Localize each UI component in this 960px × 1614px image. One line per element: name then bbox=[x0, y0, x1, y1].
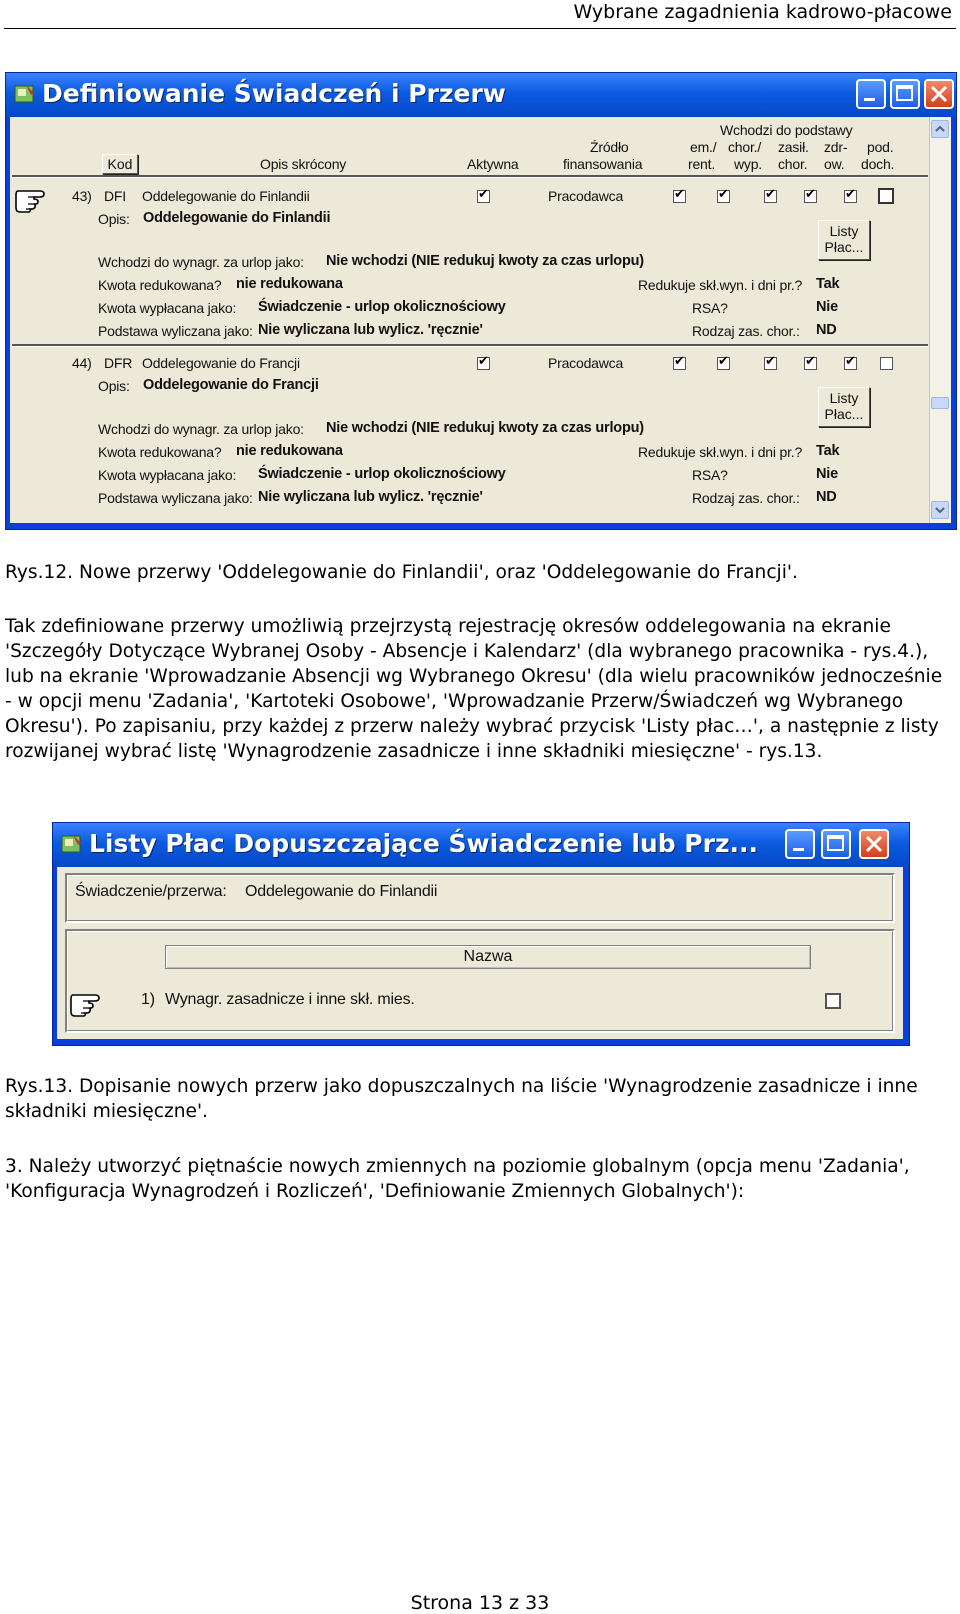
scroll-up-button[interactable] bbox=[931, 120, 949, 138]
maximize-icon bbox=[823, 831, 849, 857]
definiowanie-window bbox=[5, 72, 957, 530]
col-header-zdrow-1: zdr- bbox=[824, 139, 848, 155]
col-header-chorwyp-2: wyp. bbox=[734, 156, 762, 172]
col-header-zrodlo-2: finansowania bbox=[563, 156, 643, 172]
minimize-button[interactable] bbox=[856, 79, 886, 109]
maximize-icon bbox=[892, 81, 918, 107]
minimize-icon bbox=[787, 831, 813, 857]
header-title: Wybrane zagadnienia kadrowo-płacowe bbox=[573, 1, 952, 23]
window-client bbox=[10, 117, 950, 523]
redukuje-label: Redukuje skł.wyn. i dni pr.? bbox=[638, 277, 803, 293]
aktywna-checkbox[interactable] bbox=[477, 190, 490, 203]
flag-emrent-checkbox[interactable] bbox=[673, 190, 686, 203]
kwota-wyp-label: Kwota wypłacana jako: bbox=[98, 467, 237, 483]
kwota-red-label: Kwota redukowana? bbox=[98, 444, 222, 460]
col-header-zdrow-2: ow. bbox=[824, 156, 845, 172]
vertical-scrollbar[interactable] bbox=[929, 117, 951, 523]
record-zrodlo[interactable]: Pracodawca bbox=[548, 188, 624, 204]
kod-header-button[interactable]: Kod bbox=[102, 154, 138, 174]
flag-pod-checkbox[interactable] bbox=[844, 190, 857, 203]
wchodzi-urlop-value[interactable]: Nie wchodzi (NIE redukuj kwoty za czas urlopu) bbox=[326, 253, 644, 269]
flag-zdrow-checkbox[interactable] bbox=[804, 190, 817, 203]
kwota-red-label: Kwota redukowana? bbox=[98, 277, 222, 293]
figure-13-caption: Rys.13. Dopisanie nowych przerw jako dopuszczalnych na liście 'Wynagrodzenie zasadnicze i inne składniki miesięczne'. bbox=[5, 1076, 918, 1122]
app-icon bbox=[61, 833, 83, 855]
minimize-icon bbox=[858, 81, 884, 107]
col-header-chorwyp-1: chor./ bbox=[728, 139, 762, 155]
rsa-value[interactable]: Nie bbox=[816, 466, 838, 482]
paragraph-zmienne: 3. Należy utworzyć piętnaście nowych zmiennych na poziomie globalnym (opcja menu 'Zadania', 'Konfiguracja Wynagrodzeń i Rozliczeń', 'Definiowanie Zmiennych Globalnych'): bbox=[5, 1156, 910, 1202]
col-header-pod-2: doch. bbox=[861, 156, 895, 172]
listy-plac-window bbox=[52, 822, 910, 1046]
col-header-wchodzi: Wchodzi do podstawy bbox=[720, 122, 853, 138]
rodzaj-value[interactable]: ND bbox=[816, 489, 837, 505]
listy-plac-button[interactable] bbox=[818, 220, 870, 260]
window-client bbox=[57, 867, 903, 1039]
pointing-hand-icon bbox=[14, 181, 54, 213]
app-icon bbox=[14, 83, 36, 105]
kwota-red-value[interactable]: nie redukowana bbox=[236, 443, 343, 459]
flag-chorwyp-checkbox[interactable] bbox=[717, 357, 730, 370]
swiadczenie-groupbox bbox=[65, 873, 895, 923]
aktywna-checkbox[interactable] bbox=[477, 357, 490, 370]
flag-zdrow-checkbox[interactable] bbox=[804, 357, 817, 370]
redukuje-label: Redukuje skł.wyn. i dni pr.? bbox=[638, 444, 803, 460]
podstawa-value[interactable]: Nie wyliczana lub wylicz. 'ręcznie' bbox=[258, 322, 483, 338]
col-header-emrent-2: rent. bbox=[688, 156, 716, 172]
record-kod[interactable]: DFR bbox=[104, 355, 133, 371]
extra-checkbox[interactable] bbox=[880, 357, 893, 370]
lists-groupbox bbox=[65, 929, 895, 1033]
flag-pod-checkbox[interactable] bbox=[844, 357, 857, 370]
record-kod[interactable]: DFI bbox=[104, 188, 126, 204]
rsa-label: RSA? bbox=[692, 467, 728, 483]
swiadczenie-label: Świadczenie/przerwa: bbox=[75, 883, 227, 900]
chevron-down-icon bbox=[932, 502, 948, 518]
kwota-red-value[interactable]: nie redukowana bbox=[236, 276, 343, 292]
podstawa-value[interactable]: Nie wyliczana lub wylicz. 'ręcznie' bbox=[258, 489, 483, 505]
record-short-name[interactable]: Oddelegowanie do Francji bbox=[142, 355, 300, 371]
scroll-down-button[interactable] bbox=[931, 501, 949, 519]
row-number: 1) bbox=[141, 991, 155, 1008]
close-icon bbox=[926, 81, 952, 107]
minimize-button[interactable] bbox=[785, 829, 815, 859]
col-header-zasil-2: chor. bbox=[778, 156, 808, 172]
maximize-button[interactable] bbox=[821, 829, 851, 859]
opis-label: Opis: bbox=[98, 378, 130, 394]
col-header-zasil-1: zasił. bbox=[778, 139, 809, 155]
listy-plac-button[interactable] bbox=[818, 387, 870, 427]
col-header-aktywna: Aktywna bbox=[467, 156, 519, 172]
podstawa-label: Podstawa wyliczana jako: bbox=[98, 323, 253, 339]
redukuje-value[interactable]: Tak bbox=[816, 443, 840, 459]
close-button[interactable] bbox=[924, 79, 954, 109]
record-full-name[interactable]: Oddelegowanie do Francji bbox=[143, 377, 319, 393]
flag-emrent-checkbox[interactable] bbox=[673, 357, 686, 370]
extra-checkbox[interactable] bbox=[878, 188, 894, 204]
kwota-wyp-value[interactable]: Świadczenie - urlop okolicznościowy bbox=[258, 299, 506, 315]
chevron-up-icon bbox=[932, 121, 948, 137]
listy-plac-label-2: Płac... bbox=[824, 406, 864, 422]
row-name[interactable]: Wynagr. zasadnicze i inne skł. mies. bbox=[165, 991, 415, 1008]
rsa-label: RSA? bbox=[692, 300, 728, 316]
wchodzi-urlop-value[interactable]: Nie wchodzi (NIE redukuj kwoty za czas urlopu) bbox=[326, 420, 644, 436]
opis-label: Opis: bbox=[98, 211, 130, 227]
flag-chorwyp-checkbox[interactable] bbox=[717, 190, 730, 203]
rodzaj-label: Rodzaj zas. chor.: bbox=[692, 490, 800, 506]
redukuje-value[interactable]: Tak bbox=[816, 276, 840, 292]
window-title: Definiowanie Świadczeń i Przerw bbox=[42, 79, 506, 108]
col-header-zrodlo-1: Źródło bbox=[590, 139, 629, 155]
record-number: 43) bbox=[72, 188, 92, 204]
record-zrodlo[interactable]: Pracodawca bbox=[548, 355, 624, 371]
figure-12-caption: Rys.12. Nowe przerwy 'Oddelegowanie do Finlandii', oraz 'Oddelegowanie do Francji'. bbox=[5, 562, 798, 583]
listy-plac-label-1: Listy bbox=[829, 390, 859, 406]
listy-plac-label-2: Płac... bbox=[824, 239, 864, 255]
page-header bbox=[4, 0, 956, 29]
rsa-value[interactable]: Nie bbox=[816, 299, 838, 315]
close-icon bbox=[861, 831, 887, 857]
kwota-wyp-value[interactable]: Świadczenie - urlop okolicznościowy bbox=[258, 466, 506, 482]
rodzaj-label: Rodzaj zas. chor.: bbox=[692, 323, 800, 339]
row-checkbox[interactable] bbox=[825, 993, 841, 1009]
wchodzi-urlop-label: Wchodzi do wynagr. za urlop jako: bbox=[98, 254, 304, 270]
nazwa-column-header[interactable]: Nazwa bbox=[165, 945, 811, 969]
page-footer: Strona 13 z 33 bbox=[410, 1592, 550, 1614]
window-title: Listy Płac Dopuszczające Świadczenie lub Prz... bbox=[89, 829, 758, 858]
scroll-thumb[interactable] bbox=[931, 397, 949, 409]
flag-zasil-checkbox[interactable] bbox=[764, 357, 777, 370]
kwota-wyp-label: Kwota wypłacana jako: bbox=[98, 300, 237, 316]
maximize-button[interactable] bbox=[890, 79, 920, 109]
podstawa-label: Podstawa wyliczana jako: bbox=[98, 490, 253, 506]
pointing-hand-icon bbox=[69, 985, 109, 1017]
title-bar[interactable] bbox=[53, 823, 909, 867]
record-separator bbox=[12, 344, 928, 347]
close-button[interactable] bbox=[859, 829, 889, 859]
title-bar[interactable] bbox=[6, 73, 956, 117]
col-header-opis: Opis skrócony bbox=[260, 156, 347, 172]
col-header-pod-1: pod. bbox=[867, 139, 894, 155]
listy-plac-label-1: Listy bbox=[829, 223, 859, 239]
col-header-emrent-1: em./ bbox=[690, 139, 717, 155]
rodzaj-value[interactable]: ND bbox=[816, 322, 837, 338]
swiadczenie-value: Oddelegowanie do Finlandii bbox=[245, 883, 438, 900]
flag-zasil-checkbox[interactable] bbox=[764, 190, 777, 203]
record-number: 44) bbox=[72, 355, 92, 371]
wchodzi-urlop-label: Wchodzi do wynagr. za urlop jako: bbox=[98, 421, 304, 437]
record-short-name[interactable]: Oddelegowanie do Finlandii bbox=[142, 188, 310, 204]
paragraph-przerwy: Tak zdefiniowane przerwy umożliwią przejrzystą rejestrację okresów oddelegowania na ekranie 'Szczegóły Dotyczące Wybranej Osoby - Absencje i Kalendarz' (dla wybranego pracownika - rys.4.), lub na ekranie 'Wprowadzanie Absencji wg Wybranego Okresu' (dla wielu pracowników jednocześnie - w opcji menu 'Zadania', 'Kartoteki Osobowe', 'Wprowadzanie Przerw/Świadczeń wg Wybranego Okresu'). Po zapisaniu, przy każdej z przerw należy wybrać przycisk 'Listy płac…', a następnie z listy rozwijanej wybrać listę 'Wynagrodzenie zasadnicze i inne składniki miesięczne' - rys.13. bbox=[5, 616, 943, 762]
record-full-name[interactable]: Oddelegowanie do Finlandii bbox=[143, 210, 331, 226]
header-separator bbox=[12, 175, 928, 178]
